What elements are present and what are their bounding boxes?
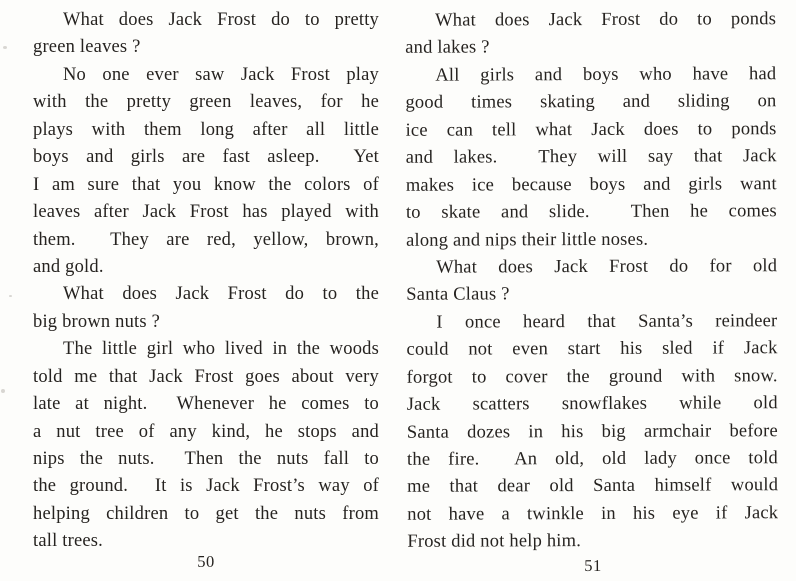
- text-line: and gold.: [33, 256, 104, 277]
- text-line: What does Jack Frost do to pretty: [63, 10, 379, 30]
- text-line: and lakes. They will say that Jack: [405, 146, 777, 168]
- text-line: the ground. It is Jack Frost’s way of: [33, 476, 379, 497]
- text-line: ice can tell what Jack does to ponds: [405, 118, 777, 141]
- text-line: What does Jack Frost do to the: [63, 284, 379, 305]
- text-line: I once heard that Santa’s reindeer: [436, 311, 778, 333]
- text-line: not have a twinkle in his eye if Jack: [407, 503, 779, 525]
- text-line: with the pretty green leaves, for he: [33, 92, 379, 113]
- text-line: Santa Claus ?: [406, 284, 510, 306]
- text-line: good times skating and sliding on: [405, 91, 777, 114]
- text-line: Santa dozes in his big armchair before: [406, 420, 778, 443]
- text-line: No one ever saw Jack Frost play: [63, 64, 379, 85]
- page-number-right: 51: [584, 555, 602, 576]
- text-line: along and nips their little noses.: [406, 229, 649, 251]
- page-left-text: [33, 7, 379, 556]
- text-line: Frost did not help him.: [407, 531, 582, 553]
- text-line: to skate and slide. Then he comes: [405, 201, 777, 223]
- text-line: and lakes ?: [405, 37, 490, 59]
- text-line: me that dear old Santa himself would: [407, 475, 779, 498]
- text-line: told me that Jack Frost goes about very: [33, 366, 379, 387]
- page-number-left: 50: [197, 552, 215, 571]
- text-line: nips the nuts. Then the nuts fall to: [33, 449, 379, 469]
- text-line: The little girl who lived in the woods: [63, 339, 379, 360]
- scan-speck: [3, 46, 7, 49]
- text-line: green leaves ?: [33, 37, 141, 58]
- text-line: helping children to get the nuts from: [33, 503, 379, 524]
- text-line: I am sure that you know the colors of: [33, 174, 379, 195]
- text-line: the fire. An old, old lady once told: [406, 448, 779, 470]
- text-line: leaves after Jack Frost has played with: [33, 202, 379, 223]
- page-right-text: [405, 6, 778, 556]
- scan-speck: [9, 295, 12, 297]
- text-line: makes ice because boys and girls want: [405, 173, 777, 196]
- text-line: them. They are red, yellow, brown,: [33, 229, 379, 250]
- text-line: late at night. Whenever he comes to: [33, 394, 379, 415]
- text-line: forgot to cover the ground with snow.: [406, 365, 778, 388]
- text-line: big brown nuts ?: [33, 311, 161, 332]
- page-right: [405, 0, 779, 576]
- text-line: tall trees.: [33, 531, 104, 552]
- text-line: a nut tree of any kind, he stops and: [33, 421, 379, 442]
- text-line: could not even start his sled if Jack: [406, 338, 778, 361]
- text-line: What does Jack Frost do for old: [436, 256, 778, 278]
- text-line: What does Jack Frost do to ponds: [435, 9, 777, 31]
- text-line: plays with them long after all little: [33, 119, 379, 140]
- text-line: All girls and boys who have had: [435, 64, 777, 86]
- text-line: Jack scatters snowflakes while old: [406, 393, 778, 415]
- scan-speck: [1, 389, 5, 393]
- text-line: boys and girls are fast asleep. Yet: [33, 147, 379, 168]
